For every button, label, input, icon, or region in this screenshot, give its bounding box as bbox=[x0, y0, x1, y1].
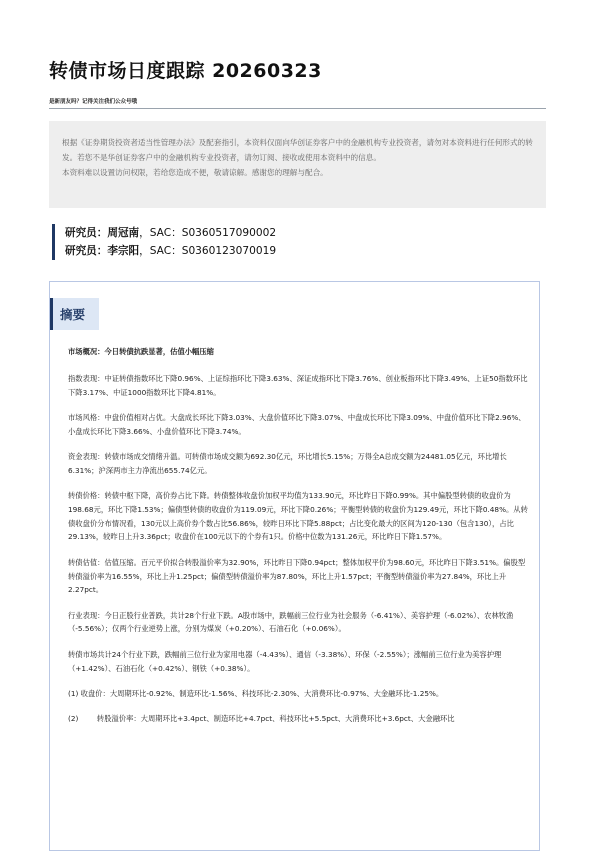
analyst-sac: ，SAC：S0360123070019 bbox=[139, 245, 277, 257]
header-divider bbox=[49, 108, 546, 109]
summary-paragraph: 指数表现：中证转债指数环比下降0.96%、上证综指环比下降3.63%、深证成指环比下降3.76%、创业板指环比下降3.49%、上证50指数环比下降3.17%、中证1000指数环比下降4.81%。 bbox=[68, 373, 528, 397]
summary-list-item: (2) 转股溢价率：大周期环比+3.4pct、制造环比+4.7pct、科技环比+5.5pct、大消费环比+3.6pct、大金融环比 bbox=[68, 713, 455, 723]
summary-paragraph: 市场风格：中盘价值相对占优。大盘成长环比下降3.03%、大盘价值环比下降3.07%、中盘成长环比下降3.09%、中盘价值环比下降2.96%、小盘成长环比下降3.66%、小盘价值环比下降3.74%。 bbox=[68, 412, 526, 436]
report-title: 转债市场日度跟踪 20260323 bbox=[49, 60, 322, 82]
disclaimer-box bbox=[49, 121, 546, 208]
summary-tab: 摘要 bbox=[50, 298, 99, 330]
summary-headline: 市场概况：今日转债抗跌显著，估值小幅压缩 bbox=[68, 347, 214, 356]
analyst-role: 研究员： bbox=[65, 227, 108, 239]
analyst-name: 李宗阳 bbox=[107, 245, 140, 257]
analyst-line bbox=[65, 224, 276, 242]
summary-paragraph: 行业表现：今日正股行业普跌，共计28个行业下跌。A股市场中，跌幅前三位行业为社会服务（-6.41%）、美容护理（-6.02%）、农林牧渔（-5.56%）；仅两个行业逆势上涨，分别为煤炭（+0.20%）、石油石化（+0.06%）。 bbox=[68, 610, 514, 634]
summary-paragraph: 资金表现：转债市场成交情绪升温。可转债市场成交额为692.30亿元，环比增长5.15%；万得全A总成交额为24481.05亿元，环比增长6.31%；沪深两市主力净流出655.74亿元。 bbox=[68, 451, 507, 475]
summary-list-item: (1) 收盘价：大周期环比-0.92%、制造环比-1.56%、科技环比-2.30%、大消费环比-0.97%、大金融环比-1.25%。 bbox=[68, 688, 444, 698]
summary-body bbox=[68, 345, 532, 737]
analyst-block bbox=[52, 224, 276, 260]
summary-paragraph: 转债市场共计24个行业下跌，跌幅前三位行业为家用电器（-4.43%）、通信（-3.38%）、环保（-2.55%）；涨幅前三位行业为美容护理（+1.42%）、石油石化（+0.42%）、钢铁（+0.38%）。 bbox=[68, 649, 502, 673]
disclaimer-paragraph: 根据《证券期货投资者适当性管理办法》及配套指引，本资料仅面向华创证券客户中的金融机构专业投资者，请勿对本资料进行任何形式的转发。若您不是华创证券客户中的金融机构专业投资者，请勿订阅、接收或使用本资料中的信息。 bbox=[62, 138, 533, 162]
summary-paragraph: 转债价格：转债中枢下降，高价券占比下降。转债整体收盘价加权平均值为133.90元，环比昨日下降0.99%。其中偏股型转债的收盘价为198.68元，环比下降1.53%；偏债型转债的收盘价为119.09元，环比下降0.26%；平衡型转债的收盘价为129.49元，环比下降0.48%。从转债收盘价分布情况看，130元以上高价券个数占比56.86%，较昨日环比下降5.88pct；占比变化最大的区间为120-130（包含130），占比29.13%，较昨日上升3.36pct；收盘价在100元以下的个券有1只。价格中位数为131.26元，环比昨日下降1.57%。 bbox=[68, 491, 528, 542]
follow-prompt: 是新朋友吗？记得关注我们公众号哦 bbox=[49, 99, 138, 105]
analyst-name: 周冠南 bbox=[107, 227, 140, 239]
analyst-role: 研究员： bbox=[65, 245, 108, 257]
summary-box bbox=[49, 281, 540, 851]
summary-paragraph: 转债估值：估值压缩。百元平价拟合转股溢价率为32.90%，环比昨日下降0.94pct；整体加权平价为98.60元，环比昨日下降3.51%。偏股型转债溢价率为16.55%，环比上升1.25pct；偏债型转债溢价率为87.80%，环比上升1.57pct；平衡型转债溢价率为27.84%，环比上升2.27pct。 bbox=[68, 557, 526, 595]
analyst-line bbox=[65, 242, 276, 260]
disclaimer-paragraph: 本资料难以设置访问权限，若给您造成不便，敬请谅解。感谢您的理解与配合。 bbox=[62, 168, 328, 177]
analyst-sac: ，SAC：S0360517090002 bbox=[139, 227, 277, 239]
